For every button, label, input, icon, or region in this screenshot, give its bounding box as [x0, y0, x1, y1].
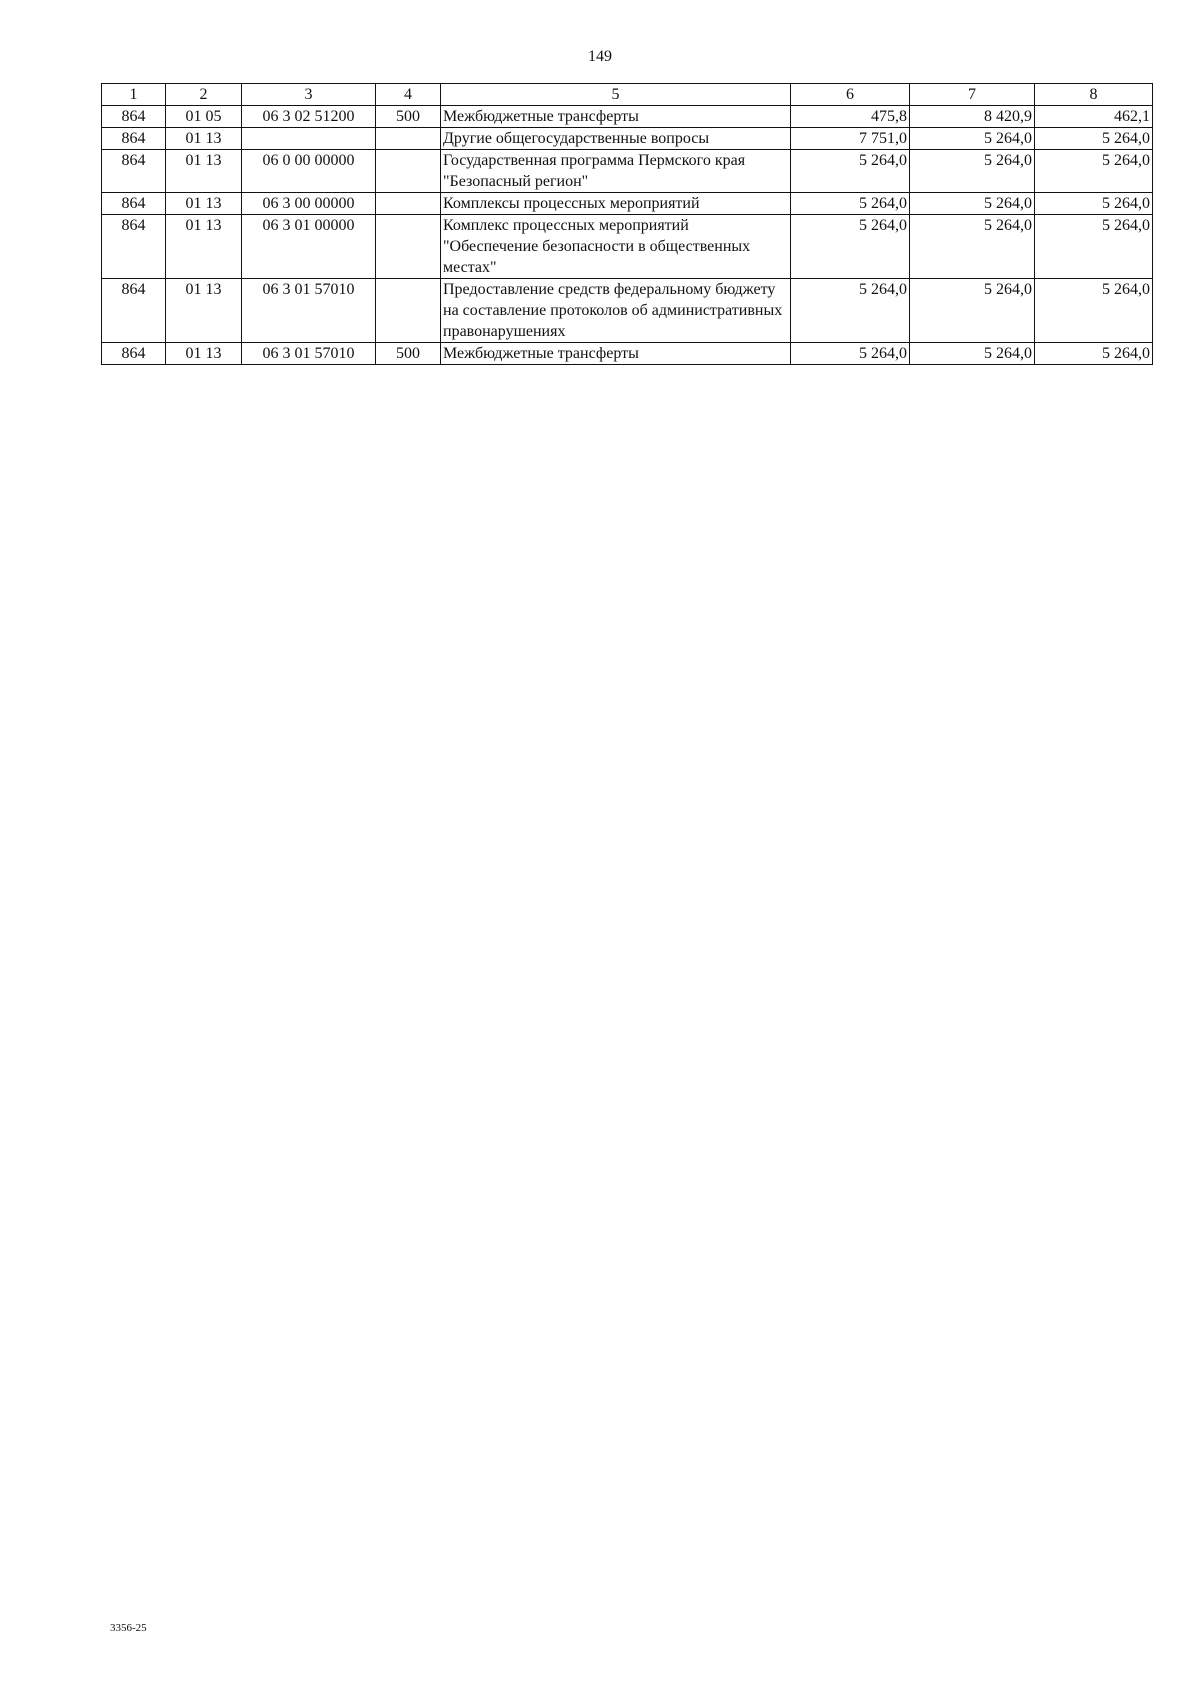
amount-col-8: 5 264,0	[1035, 343, 1153, 365]
expense-type-code	[376, 150, 441, 193]
department-code: 864	[102, 343, 166, 365]
amount-col-8: 5 264,0	[1035, 128, 1153, 150]
page-number: 149	[588, 48, 612, 65]
column-header: 1	[102, 84, 166, 106]
expense-type-code	[376, 193, 441, 215]
table-header	[102, 84, 1153, 106]
amount-col-7: 5 264,0	[910, 150, 1035, 193]
header-row	[102, 84, 1153, 106]
target-article-code: 06 3 01 00000	[242, 215, 376, 279]
amount-col-6: 5 264,0	[791, 279, 910, 343]
row-description: Предоставление средств федеральному бюджету на составление протоколов об административных правонарушениях	[441, 279, 791, 343]
expense-type-code: 500	[376, 343, 441, 365]
table-row	[102, 279, 1153, 343]
expense-type-code: 500	[376, 106, 441, 128]
target-article-code: 06 3 01 57010	[242, 343, 376, 365]
section-code: 01 13	[166, 128, 242, 150]
row-description: Комплекс процессных мероприятий "Обеспечение безопасности в общественных местах"	[441, 215, 791, 279]
amount-col-8: 5 264,0	[1035, 279, 1153, 343]
section-code: 01 13	[166, 279, 242, 343]
row-description: Межбюджетные трансферты	[441, 343, 791, 365]
department-code: 864	[102, 279, 166, 343]
column-header: 6	[791, 84, 910, 106]
target-article-code: 06 0 00 00000	[242, 150, 376, 193]
table-row	[102, 106, 1153, 128]
target-article-code: 06 3 01 57010	[242, 279, 376, 343]
table-body	[102, 106, 1153, 365]
section-code: 01 13	[166, 150, 242, 193]
department-code: 864	[102, 106, 166, 128]
column-header: 2	[166, 84, 242, 106]
section-code: 01 13	[166, 343, 242, 365]
amount-col-8: 5 264,0	[1035, 193, 1153, 215]
expense-type-code	[376, 279, 441, 343]
department-code: 864	[102, 150, 166, 193]
amount-col-8: 5 264,0	[1035, 150, 1153, 193]
amount-col-6: 5 264,0	[791, 215, 910, 279]
amount-col-8: 462,1	[1035, 106, 1153, 128]
column-header: 7	[910, 84, 1035, 106]
column-header: 8	[1035, 84, 1153, 106]
department-code: 864	[102, 128, 166, 150]
amount-col-7: 8 420,9	[910, 106, 1035, 128]
table-row	[102, 193, 1153, 215]
row-description: Государственная программа Пермского края "Безопасный регион"	[441, 150, 791, 193]
table-row	[102, 150, 1153, 193]
amount-col-8: 5 264,0	[1035, 215, 1153, 279]
row-description: Межбюджетные трансферты	[441, 106, 791, 128]
target-article-code	[242, 128, 376, 150]
target-article-code: 06 3 00 00000	[242, 193, 376, 215]
section-code: 01 13	[166, 215, 242, 279]
target-article-code: 06 3 02 51200	[242, 106, 376, 128]
section-code: 01 05	[166, 106, 242, 128]
column-header: 4	[376, 84, 441, 106]
amount-col-7: 5 264,0	[910, 128, 1035, 150]
amount-col-6: 5 264,0	[791, 150, 910, 193]
amount-col-6: 5 264,0	[791, 343, 910, 365]
column-header: 3	[242, 84, 376, 106]
amount-col-6: 475,8	[791, 106, 910, 128]
document-code: 3356-25	[110, 1622, 147, 1634]
column-header: 5	[441, 84, 791, 106]
section-code: 01 13	[166, 193, 242, 215]
budget-table	[101, 83, 1153, 365]
amount-col-7: 5 264,0	[910, 215, 1035, 279]
amount-col-7: 5 264,0	[910, 279, 1035, 343]
table-row	[102, 343, 1153, 365]
row-description: Комплексы процессных мероприятий	[441, 193, 791, 215]
department-code: 864	[102, 193, 166, 215]
department-code: 864	[102, 215, 166, 279]
table-row	[102, 215, 1153, 279]
amount-col-7: 5 264,0	[910, 193, 1035, 215]
amount-col-6: 7 751,0	[791, 128, 910, 150]
amount-col-7: 5 264,0	[910, 343, 1035, 365]
expense-type-code	[376, 128, 441, 150]
table-row	[102, 128, 1153, 150]
amount-col-6: 5 264,0	[791, 193, 910, 215]
row-description: Другие общегосударственные вопросы	[441, 128, 791, 150]
expense-type-code	[376, 215, 441, 279]
